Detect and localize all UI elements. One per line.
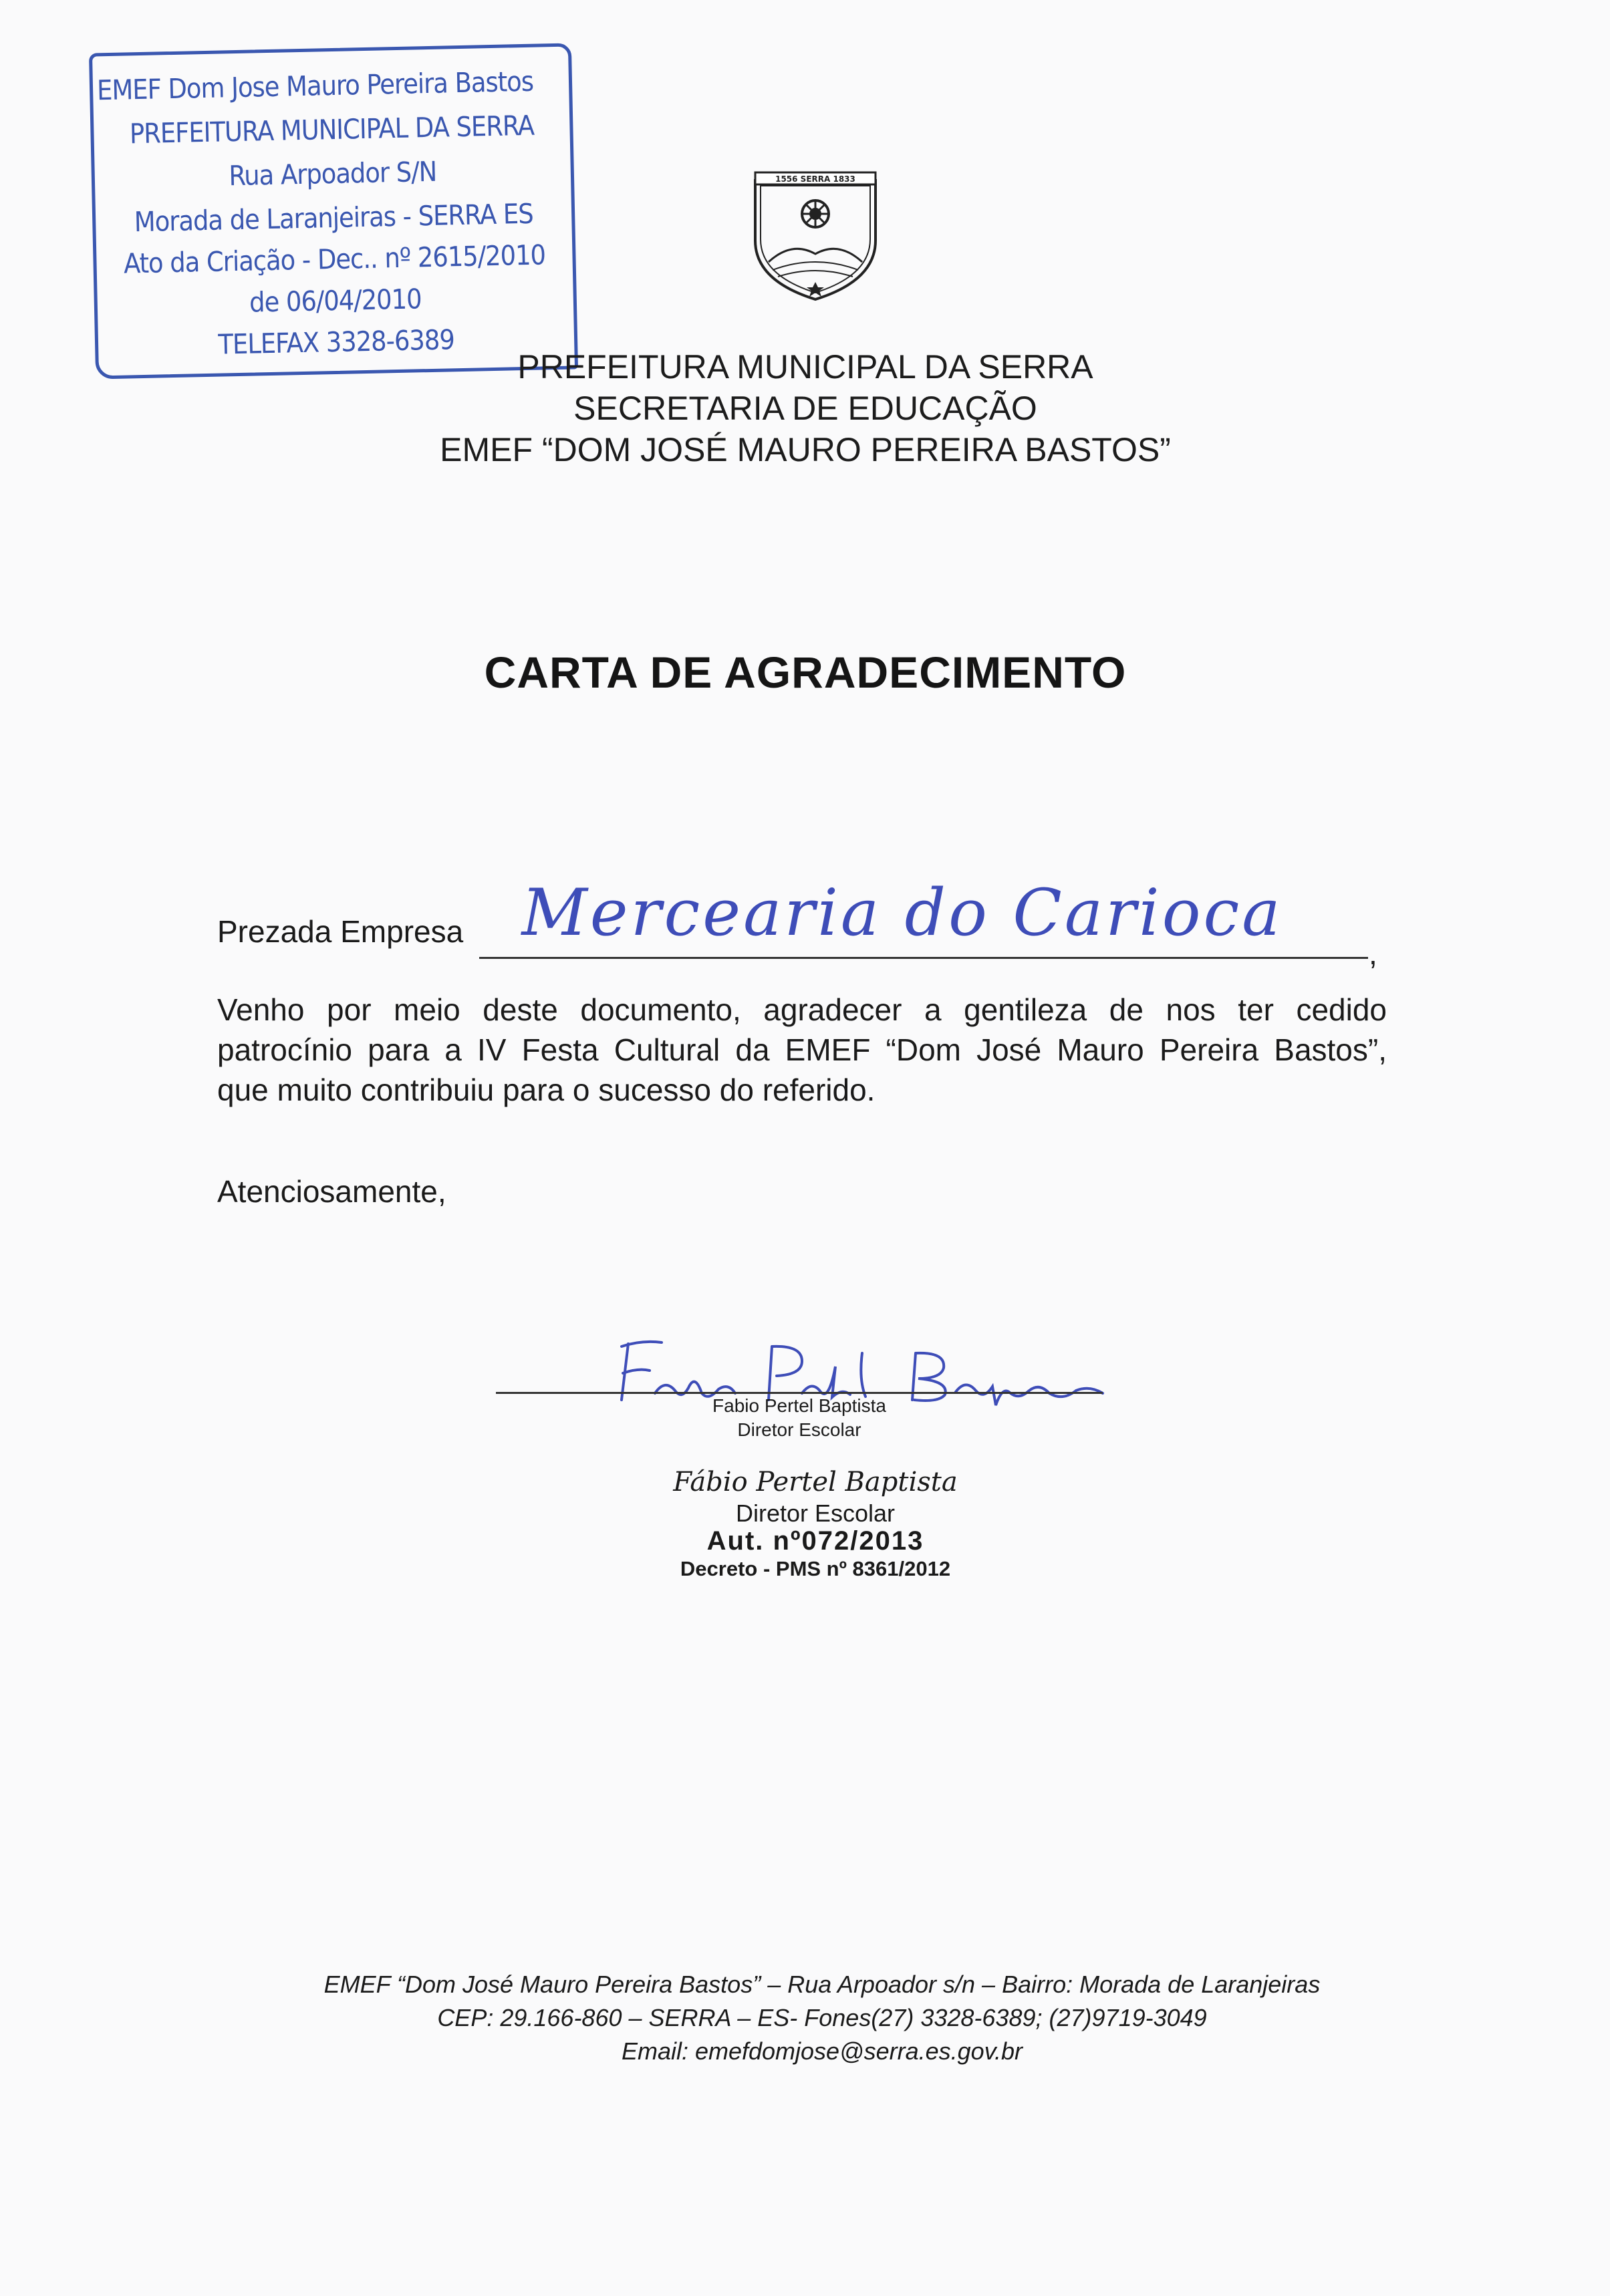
school-rubber-stamp	[89, 43, 578, 379]
director-stamp-role: Diretor Escolar	[735, 1499, 896, 1527]
stamp-line: Morada de Laranjeiras - SERRA ES	[134, 197, 534, 239]
body-line: que muito contribuiu para o sucesso do referido.	[217, 1072, 876, 1107]
municipal-coat-of-arms-icon	[749, 168, 882, 302]
stamp-line: EMEF Dom Jose Mauro Pereira Bastos	[96, 65, 534, 107]
stamp-line: Ato da Criação - Dec.. nº 2615/2010	[123, 239, 546, 280]
header-institution: PREFEITURA MUNICIPAL DA SERRA	[517, 348, 1093, 386]
stamp-line: Rua Arpoador S/N	[228, 155, 437, 192]
stamp-line: de 06/04/2010	[249, 283, 422, 319]
recipient-comma: ,	[1369, 936, 1377, 971]
signatory-name: Fabio Pertel Baptista	[712, 1395, 886, 1416]
body-line: Venho por meio deste documento, agradecer a gentileza de nos ter cedido	[217, 992, 1387, 1027]
closing: Atenciosamente,	[217, 1174, 446, 1209]
body-line: patrocínio para a IV Festa Cultural da EMEF “Dom José Mauro Pereira Bastos”,	[217, 1032, 1387, 1067]
header-school: EMEF “DOM JOSÉ MAURO PEREIRA BASTOS”	[440, 431, 1171, 468]
stamp-line: TELEFAX 3328-6389	[217, 323, 455, 361]
director-stamp-decree: Decreto - PMS nº 8361/2012	[680, 1557, 951, 1580]
recipient-handwritten-name: Mercearia do Carioca	[521, 875, 1283, 950]
document-title: CARTA DE AGRADECIMENTO	[484, 648, 1127, 697]
footer-contact: CEP: 29.166-860 – SERRA – ES- Fones(27) 3328-6389; (27)9719-3049	[437, 2004, 1207, 2031]
crest-banner: 1556 SERRA 1833	[775, 174, 855, 184]
signature-line	[496, 1392, 1103, 1394]
footer-email: Email: emefdomjose@serra.es.gov.br	[621, 2037, 1023, 2065]
stamp-line: PREFEITURA MUNICIPAL DA SERRA	[129, 109, 535, 150]
recipient-underline	[479, 957, 1368, 959]
header-department: SECRETARIA DE EDUCAÇÃO	[573, 390, 1037, 427]
director-stamp-authorization: Aut. nº072/2013	[706, 1526, 924, 1556]
signatory-role: Diretor Escolar	[737, 1419, 861, 1440]
recipient-label: Prezada Empresa	[217, 914, 464, 949]
footer-address: EMEF “Dom José Mauro Pereira Bastos” – Rua Arpoador s/n – Bairro: Morada de Laranjeiras	[323, 1971, 1321, 1998]
director-stamp-name: Fábio Pertel Baptista	[673, 1467, 958, 1497]
